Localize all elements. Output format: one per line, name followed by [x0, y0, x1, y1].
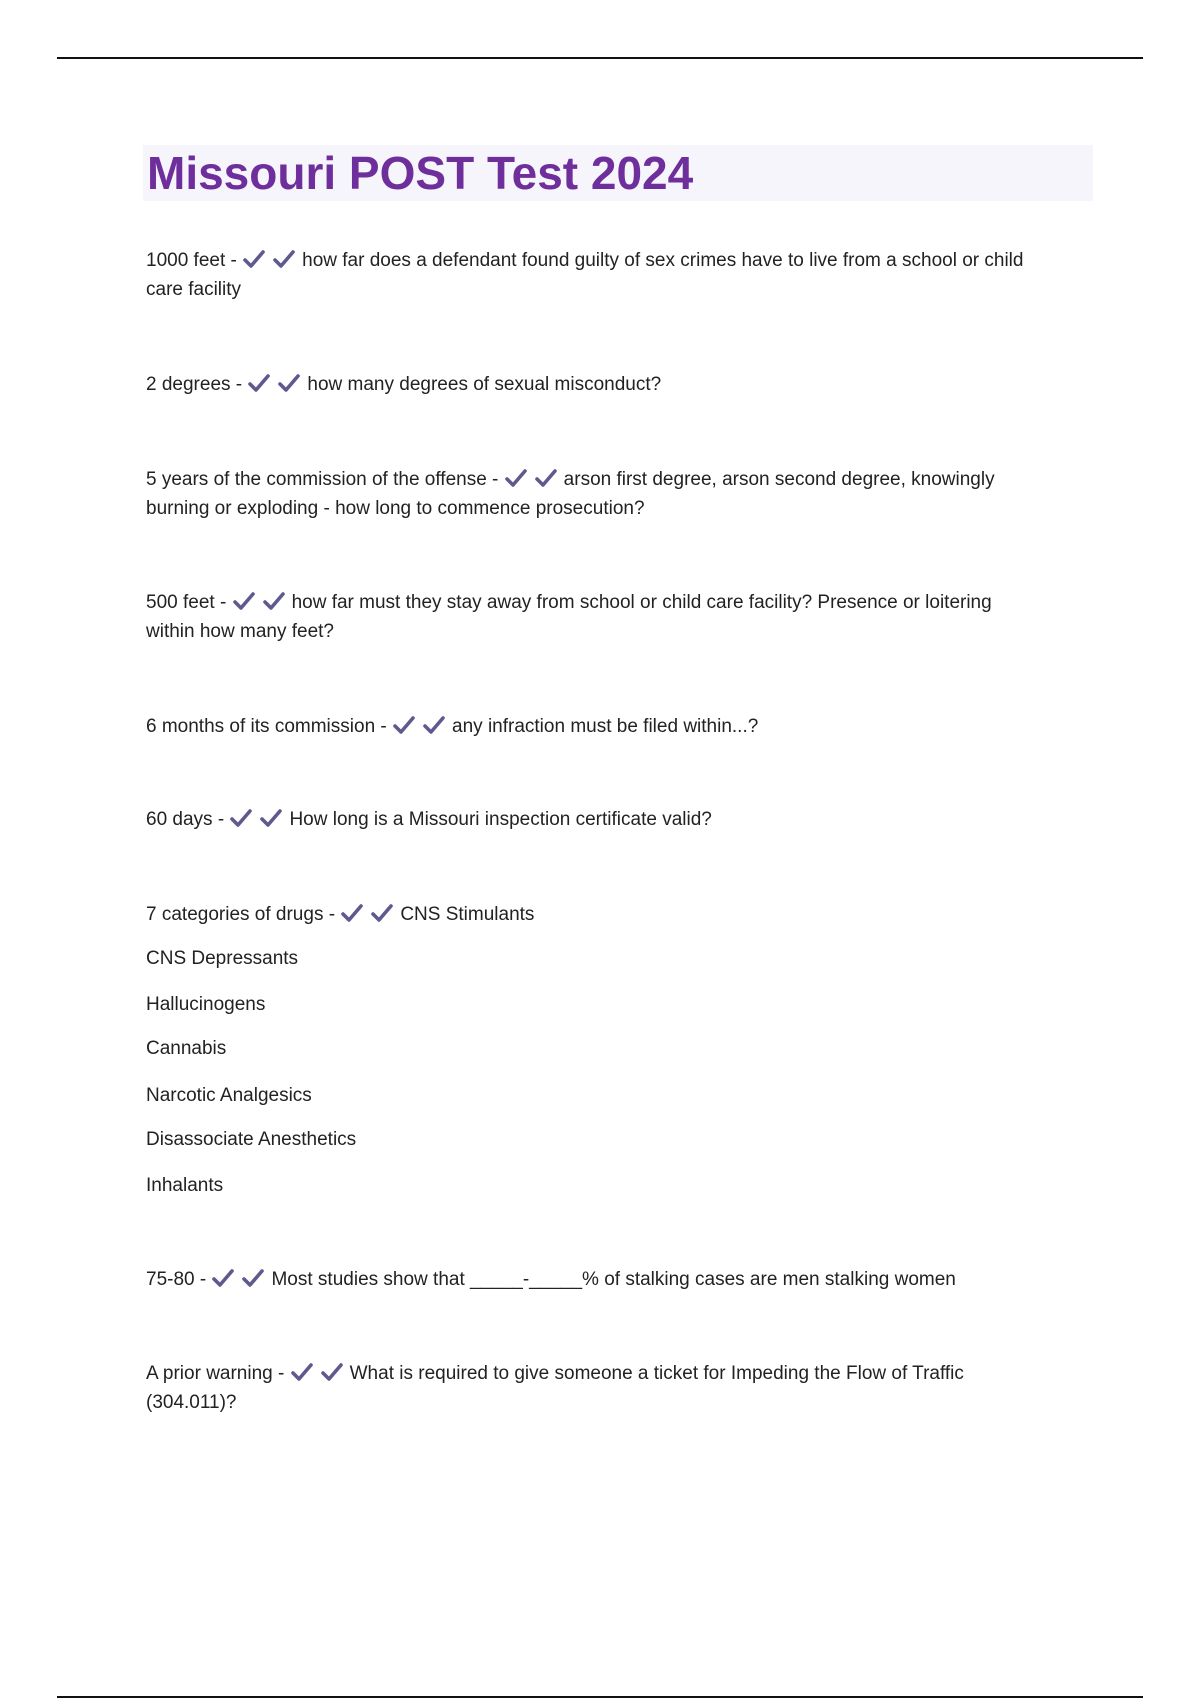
check-mark-icon — [534, 468, 558, 488]
qa-entry — [146, 900, 1096, 929]
check-mark-icon — [242, 249, 266, 269]
qa-term: 75-80 - — [146, 1269, 207, 1290]
qa-term: A prior warning - — [146, 1363, 285, 1384]
qa-line — [146, 370, 1096, 399]
check-mark-icon — [259, 808, 283, 828]
check-mark-icon — [370, 903, 394, 923]
qa-question-continued: (304.011)? — [146, 1392, 237, 1413]
check-mark-icon — [340, 903, 364, 923]
qa-line — [146, 617, 1096, 646]
list-item: Inhalants — [146, 1175, 224, 1196]
qa-term: 5 years of the commission of the offense - — [146, 469, 499, 490]
qa-question: Most studies show that _____-_____% of stalking cases are men stalking women — [271, 1269, 956, 1290]
qa-question: How long is a Missouri inspection certificate valid? — [289, 809, 712, 830]
qa-line — [146, 900, 1096, 929]
bottom-rule — [57, 1696, 1143, 1698]
check-mark-icon — [229, 808, 253, 828]
qa-line — [146, 246, 1096, 275]
page-title: Missouri POST Test 2024 — [147, 147, 694, 199]
check-mark-icon — [392, 715, 416, 735]
qa-question: CNS Stimulants — [400, 904, 535, 925]
qa-question-continued: care facility — [146, 279, 242, 300]
qa-line — [146, 712, 1096, 741]
list-item: Cannabis — [146, 1038, 227, 1059]
qa-line — [146, 1359, 1096, 1388]
check-mark-icon — [504, 468, 528, 488]
qa-entry — [146, 465, 1096, 523]
qa-term: 1000 feet - — [146, 250, 237, 271]
qa-line — [146, 588, 1096, 617]
check-mark-icon — [272, 249, 296, 269]
list-item: Hallucinogens — [146, 994, 266, 1015]
qa-question: how far does a defendant found guilty of sex crimes have to live from a school or child — [302, 250, 1024, 271]
qa-term: 2 degrees - — [146, 374, 243, 395]
qa-entry — [146, 370, 1096, 399]
check-mark-icon — [211, 1268, 235, 1288]
check-mark-icon — [232, 591, 256, 611]
qa-line — [146, 1265, 1096, 1294]
qa-entry — [146, 588, 1096, 646]
qa-term: 500 feet - — [146, 592, 227, 613]
check-mark-icon — [262, 591, 286, 611]
qa-line — [146, 465, 1096, 494]
qa-question-continued: within how many feet? — [146, 621, 334, 642]
qa-line — [146, 805, 1096, 834]
qa-entry — [146, 805, 1096, 834]
qa-question: any infraction must be filed within...? — [452, 716, 759, 737]
check-mark-icon — [277, 373, 301, 393]
qa-question: arson first degree, arson second degree, knowingly — [563, 469, 995, 490]
qa-question: What is required to give someone a ticket for Impeding the Flow of Traffic — [349, 1363, 964, 1384]
list-item: Disassociate Anesthetics — [146, 1129, 357, 1150]
list-item: CNS Depressants — [146, 948, 299, 969]
qa-term: 7 categories of drugs - — [146, 904, 336, 925]
list-item: Narcotic Analgesics — [146, 1085, 312, 1106]
qa-entry — [146, 712, 1096, 741]
check-mark-icon — [241, 1268, 265, 1288]
qa-question-continued: burning or exploding - how long to commence prosecution? — [146, 498, 645, 519]
qa-entry — [146, 1265, 1096, 1294]
check-mark-icon — [422, 715, 446, 735]
check-mark-icon — [247, 373, 271, 393]
qa-term: 60 days - — [146, 809, 225, 830]
qa-line — [146, 1388, 1096, 1417]
check-mark-icon — [320, 1362, 344, 1382]
qa-entry — [146, 1359, 1096, 1417]
qa-term: 6 months of its commission - — [146, 716, 387, 737]
qa-line — [146, 494, 1096, 523]
qa-line — [146, 275, 1096, 304]
top-rule — [57, 57, 1143, 59]
qa-question: how many degrees of sexual misconduct? — [307, 374, 662, 395]
qa-entry — [146, 246, 1096, 304]
qa-question: how far must they stay away from school or child care facility? Presence or loitering — [291, 592, 992, 613]
check-mark-icon — [290, 1362, 314, 1382]
